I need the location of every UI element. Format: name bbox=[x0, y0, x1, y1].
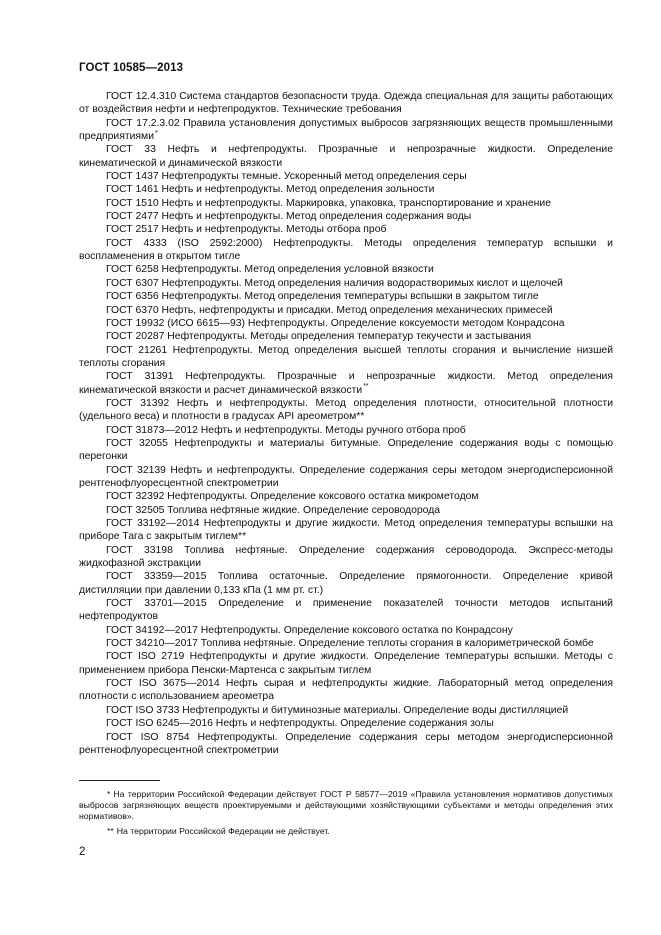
reference-item bbox=[79, 464, 613, 491]
reference-item bbox=[79, 263, 613, 276]
reference-item bbox=[79, 717, 613, 730]
footnote-separator bbox=[79, 780, 160, 781]
page-number: 2 bbox=[79, 846, 86, 858]
reference-item bbox=[79, 517, 613, 544]
reference-text: ГОСТ 4333 (ISO 2592:2000) Нефтепродукты. Методы определения температур вспышки и воспламенения в открытом тигле bbox=[79, 237, 613, 263]
reference-item bbox=[79, 570, 613, 597]
reference-item bbox=[79, 490, 613, 503]
reference-text: ГОСТ 1437 Нефтепродукты темные. Ускоренный метод определения серы bbox=[106, 171, 467, 183]
reference-text: ГОСТ 32392 Нефтепродукты. Определение коксового остатка микрометодом bbox=[106, 491, 479, 503]
footnote-text: На территории Российской Федерации не действует. bbox=[116, 826, 330, 837]
footnote-item bbox=[79, 789, 613, 822]
reference-text: ГОСТ 6356 Нефтепродукты. Метод определения температуры вспышки в закрытом тигле bbox=[106, 291, 539, 303]
footnote-mark: * bbox=[107, 789, 111, 799]
reference-text: ГОСТ 34192—2017 Нефтепродукты. Определение коксового остатка по Конрадсону bbox=[106, 624, 513, 636]
reference-item bbox=[79, 344, 613, 371]
footnote-mark: ** bbox=[107, 826, 114, 837]
reference-text: ГОСТ 31873—2012 Нефть и нефтепродукты. Методы ручного отбора проб bbox=[106, 424, 466, 436]
reference-item bbox=[79, 437, 613, 464]
reference-text: ГОСТ 33198 Топлива нефтяные. Определение содержания сероводорода. Экспресс-методы жидкофазной экстракции bbox=[79, 544, 613, 570]
reference-item bbox=[79, 597, 613, 624]
reference-item bbox=[79, 183, 613, 196]
reference-text: ГОСТ 31391 Нефтепродукты. Прозрачные и непрозрачные жидкости. Метод определения кинематической вязкости и расчет динамической вязкости bbox=[79, 371, 613, 396]
reference-item bbox=[79, 290, 613, 303]
reference-item bbox=[79, 544, 613, 571]
reference-item bbox=[79, 237, 613, 264]
reference-text: ГОСТ 33192—2014 Нефтепродукты и другие жидкости. Метод определения температуры вспышки на приборе Тага с закрытым тиглем** bbox=[79, 518, 613, 543]
page-header: ГОСТ 10585—2013 bbox=[79, 62, 184, 74]
reference-text: ГОСТ 33701—2015 Определение и применение показателей точности методов испытаний нефтепродуктов bbox=[79, 598, 613, 623]
reference-text: ГОСТ 6307 Нефтепродукты. Метод определения наличия водорастворимых кислот и щелочей bbox=[106, 277, 563, 289]
reference-item bbox=[79, 90, 613, 117]
reference-item bbox=[79, 504, 613, 517]
footnote-text: На территории Российской Федерации действует ГОСТ Р 58577—2019 «Правила установления нормативов допустимых выбросов загрязняющих веществ проектируемыми и действующими хозяйствующими субъектами и методы определения этих нормативов». bbox=[79, 789, 613, 822]
reference-item bbox=[79, 223, 613, 236]
reference-text: ГОСТ ISO 2719 Нефтепродукты и другие жидкости. Определение температуры вспышки. Методы с применением прибора Пенски-Мартенса с закрытым тиглем bbox=[79, 651, 613, 676]
reference-item bbox=[79, 277, 613, 290]
footnote-item bbox=[79, 826, 613, 837]
reference-item bbox=[79, 650, 613, 677]
reference-text: ГОСТ 1461 Нефть и нефтепродукты. Метод определения зольности bbox=[106, 184, 435, 196]
reference-text: ГОСТ 2477 Нефть и нефтепродукты. Метод определения содержания воды bbox=[106, 211, 472, 223]
reference-item bbox=[79, 677, 613, 704]
reference-text: ГОСТ 32139 Нефть и нефтепродукты. Определение содержания серы методом энергодисперсионной рентгенофлуоресцентной спектрометрии bbox=[79, 464, 613, 489]
reference-item bbox=[79, 370, 613, 397]
reference-item bbox=[79, 143, 613, 170]
reference-text: ГОСТ 17.2.3.02 Правила установления допустимых выбросов загрязняющих веществ промышленными предприятиями bbox=[79, 117, 613, 143]
reference-text: ГОСТ 6370 Нефть, нефтепродукты и присадки. Метод определения механических примесей bbox=[106, 304, 553, 316]
reference-text: ГОСТ 19932 (ИСО 6615—93) Нефтепродукты. Определение коксуемости методом Конрадсона bbox=[106, 317, 565, 329]
reference-text: ГОСТ 12.4.310 Система стандартов безопасности труда. Одежда специальная для защиты работающих от воздействия нефти и нефтепродуктов. Технические требования bbox=[79, 91, 613, 116]
reference-item bbox=[79, 330, 613, 343]
reference-item bbox=[79, 170, 613, 183]
footnote-marker: ** bbox=[363, 383, 369, 391]
footnotes bbox=[79, 789, 613, 841]
reference-text: ГОСТ 1510 Нефть и нефтепродукты. Маркировка, упаковка, транспортирование и хранение bbox=[106, 197, 551, 209]
footnote-marker: * bbox=[155, 129, 158, 137]
reference-item bbox=[79, 624, 613, 637]
reference-text: ГОСТ 31392 Нефть и нефтепродукты. Метод определения плотности, относительной плотности (удельного веса) и плотности в градусах API ареометром** bbox=[79, 397, 613, 423]
reference-text: ГОСТ 32505 Топлива нефтяные жидкие. Определение сероводорода bbox=[106, 504, 441, 516]
reference-item bbox=[79, 731, 613, 758]
reference-item bbox=[79, 210, 613, 223]
reference-text: ГОСТ 20287 Нефтепродукты. Методы определения температур текучести и застывания bbox=[106, 331, 532, 343]
reference-item bbox=[79, 704, 613, 717]
reference-item bbox=[79, 424, 613, 437]
reference-text: ГОСТ 33359—2015 Топлива остаточные. Определение прямогонности. Определение кривой дистилляции при давлении 0,133 кПа (1 мм рт. ст.) bbox=[79, 571, 613, 596]
normative-references-list bbox=[79, 90, 613, 757]
reference-text: ГОСТ 21261 Нефтепродукты. Метод определения высшей теплоты сгорания и вычисление низшей теплоты сгорания bbox=[79, 344, 613, 369]
reference-item bbox=[79, 397, 613, 424]
reference-text: ГОСТ ISO 3733 Нефтепродукты и битуминозные материалы. Определение воды дистилляцией bbox=[106, 704, 569, 716]
reference-item bbox=[79, 117, 613, 144]
reference-text: ГОСТ ISO 3675—2014 Нефть сырая и нефтепродукты жидкие. Лабораторный метод определения плотности с использованием ареометра bbox=[79, 678, 613, 703]
reference-text: ГОСТ 33 Нефть и нефтепродукты. Прозрачные и непрозрачные жидкости. Определение кинематической и динамической вязкости bbox=[79, 144, 613, 169]
reference-text: ГОСТ ISO 8754 Нефтепродукты. Определение содержания серы методом энергодисперсионной рентгенофлуоресцентной спектрометрии bbox=[79, 731, 613, 756]
reference-item bbox=[79, 304, 613, 317]
reference-text: ГОСТ ISO 6245—2016 Нефть и нефтепродукты. Определение содержания золы bbox=[106, 718, 494, 730]
reference-text: ГОСТ 6258 Нефтепродукты. Метод определения условной вязкости bbox=[106, 264, 434, 276]
reference-text: ГОСТ 2517 Нефть и нефтепродукты. Методы отбора проб bbox=[106, 224, 387, 236]
reference-item bbox=[79, 317, 613, 330]
reference-item bbox=[79, 637, 613, 650]
reference-text: ГОСТ 34210—2017 Топлива нефтяные. Определение теплоты сгорания в калориметрической бомбе bbox=[106, 638, 594, 650]
reference-text: ГОСТ 32055 Нефтепродукты и материалы битумные. Определение содержания воды с помощью перегонки bbox=[79, 437, 613, 463]
reference-item bbox=[79, 197, 613, 210]
